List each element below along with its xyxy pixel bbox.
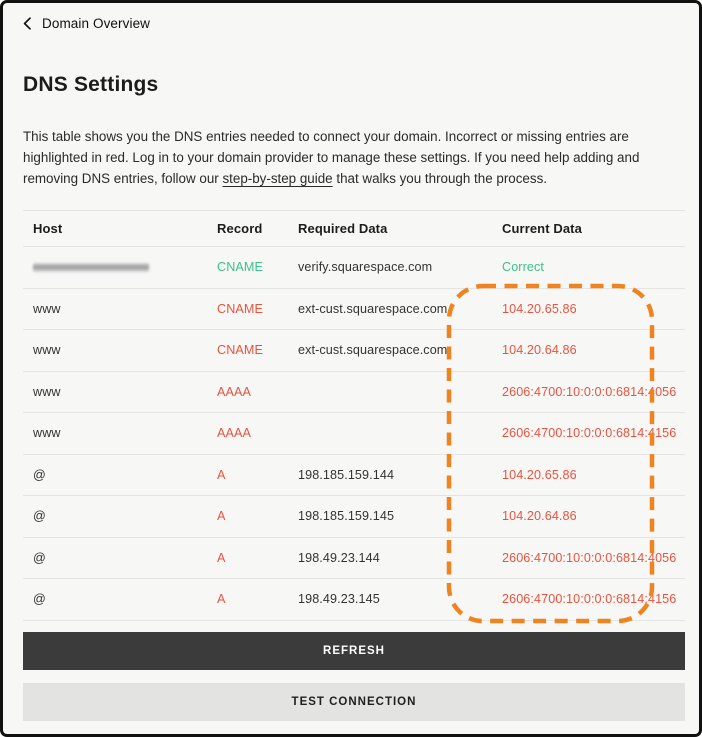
host-cell: www	[33, 384, 61, 399]
redacted-host-blur	[33, 263, 149, 272]
record-cell: A	[217, 592, 226, 607]
required-data-cell: 198.49.23.145	[298, 592, 380, 607]
column-header-host: Host	[33, 221, 63, 236]
required-data-cell: verify.squarespace.com	[298, 260, 433, 275]
host-cell: @	[33, 467, 46, 482]
record-cell: A	[217, 550, 226, 565]
table-row	[23, 538, 685, 580]
required-data-cell: ext-cust.squarespace.com	[298, 343, 448, 358]
record-cell: CNAME	[217, 343, 263, 358]
table-row	[23, 455, 685, 497]
required-data-cell: 198.185.159.145	[298, 509, 395, 524]
record-cell: AAAA	[217, 384, 251, 399]
description-text-after: that walks you through the process.	[332, 170, 547, 186]
record-cell: AAAA	[217, 426, 251, 441]
host-cell: www	[33, 301, 61, 316]
current-data-cell: 104.20.64.86	[502, 509, 577, 524]
table-row	[23, 372, 685, 414]
record-cell: CNAME	[217, 301, 263, 316]
current-data-cell: 104.20.65.86	[502, 467, 577, 482]
current-data-cell: 2606:4700:10:0:0:0:6814:4056	[502, 384, 677, 399]
current-data-cell: Correct	[502, 260, 544, 275]
table-row	[23, 496, 685, 538]
record-cell: A	[217, 509, 226, 524]
chevron-left-icon	[21, 17, 34, 30]
host-cell: www	[33, 343, 61, 358]
host-cell: @	[33, 509, 46, 524]
page-title: DNS Settings	[23, 73, 159, 96]
host-cell	[23, 263, 207, 272]
current-data-cell: 2606:4700:10:0:0:0:6814:4156	[502, 592, 677, 607]
column-header-current-data: Current Data	[502, 221, 582, 236]
required-data-cell: 198.185.159.144	[298, 467, 395, 482]
record-cell: CNAME	[217, 260, 263, 275]
back-to-domain-overview[interactable]	[21, 16, 150, 31]
table-row	[23, 579, 685, 621]
column-header-record: Record	[217, 221, 263, 236]
description-text-before: This table shows you the DNS entries needed to connect your domain. Incorrect or missing entries are highlighted in red. Log in to your domain provider to manage these settings. If you need help adding and removing DNS entries, follow our	[23, 129, 640, 186]
host-cell: www	[33, 426, 61, 441]
back-label: Domain Overview	[42, 16, 151, 31]
dns-records-table	[23, 210, 685, 621]
table-header-row	[23, 210, 685, 247]
required-data-cell: 198.49.23.144	[298, 550, 380, 565]
table-row	[23, 289, 685, 331]
host-cell: @	[33, 550, 46, 565]
table-row	[23, 413, 685, 455]
table-row	[23, 247, 685, 289]
refresh-button[interactable]: REFRESH	[23, 632, 685, 670]
page-description	[23, 127, 683, 189]
required-data-cell: ext-cust.squarespace.com	[298, 301, 448, 316]
current-data-cell: 2606:4700:10:0:0:0:6814:4056	[502, 550, 677, 565]
current-data-cell: 104.20.65.86	[502, 301, 577, 316]
current-data-cell: 2606:4700:10:0:0:0:6814:4156	[502, 426, 677, 441]
record-cell: A	[217, 467, 226, 482]
current-data-cell: 104.20.64.86	[502, 343, 577, 358]
table-row	[23, 330, 685, 372]
column-header-required-data: Required Data	[298, 221, 388, 236]
step-by-step-guide-link[interactable]: step-by-step guide	[222, 170, 333, 186]
test-connection-button[interactable]: TEST CONNECTION	[23, 683, 685, 721]
host-cell: @	[33, 592, 46, 607]
